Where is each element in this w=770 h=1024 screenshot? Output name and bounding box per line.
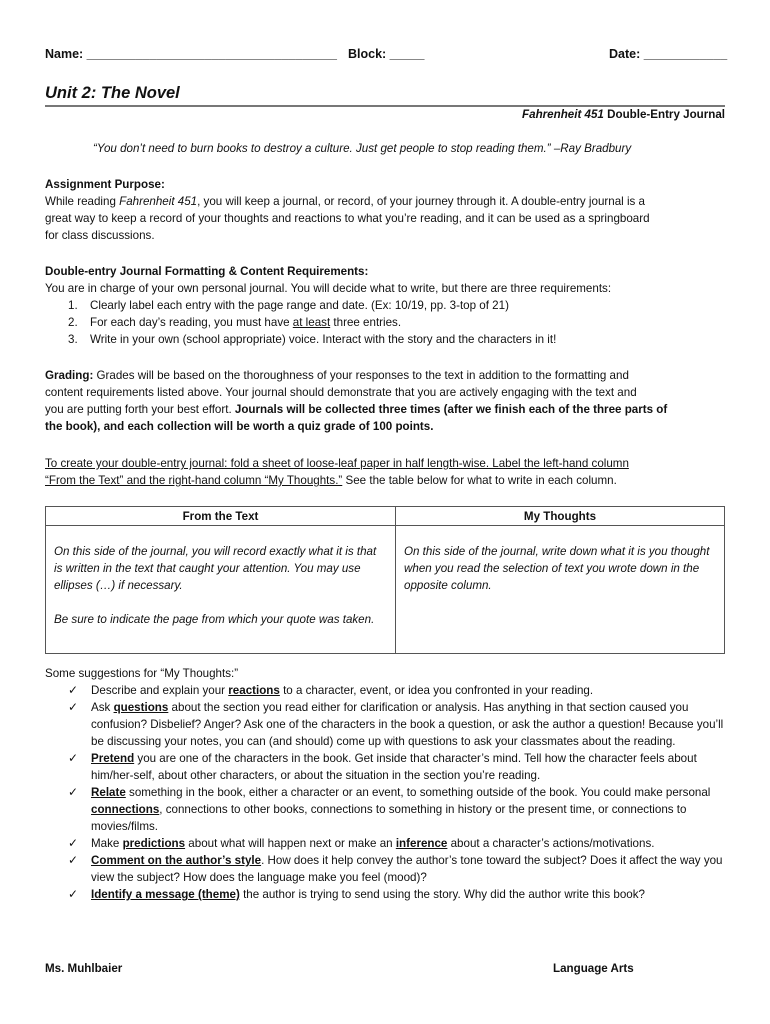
grading-collection-note: Journals will be collected three times (after we finish each of the three parts of	[234, 403, 668, 416]
requirements-list	[45, 297, 730, 348]
suggestions-heading: Some suggestions for “My Thoughts:”	[45, 667, 239, 680]
suggestions-list	[45, 682, 725, 903]
instructions-section	[45, 455, 730, 489]
suggestion-text: the author is trying to send using the story. Why did the author write this book?	[239, 888, 645, 901]
name-field-label: Name: ____________________________________	[45, 47, 337, 61]
requirement-item	[45, 331, 730, 348]
suggestion-text: about a character’s actions/motivations.	[447, 837, 655, 850]
suggestion-keyword: connections	[91, 803, 160, 816]
subtitle-book: Fahrenheit 451	[522, 108, 604, 121]
checkmark-icon: ✓	[68, 887, 79, 901]
suggestion-keyword: Relate	[91, 786, 126, 799]
suggestion-text: something in the book, either a character or an event, to something outside of the book. You could make personal	[125, 786, 711, 799]
subtitle-rest: Double-Entry Journal	[603, 108, 725, 121]
requirement-number: 2.	[68, 316, 78, 329]
suggestion-keyword: reactions	[228, 684, 280, 697]
purpose-line-1	[45, 193, 730, 210]
instructions-line-2	[45, 472, 730, 489]
suggestion-keyword: Identify a message (theme)	[91, 888, 240, 901]
list-item	[45, 750, 725, 784]
title-divider	[45, 105, 725, 107]
table-header-from-text: From the Text	[46, 507, 396, 526]
footer-teacher: Ms. Muhlbaier	[45, 962, 123, 975]
suggestion-keyword: predictions	[122, 837, 186, 850]
grading-section	[45, 367, 730, 435]
checkmark-icon: ✓	[68, 700, 79, 714]
page-title: Unit 2: The Novel	[45, 84, 180, 102]
list-item	[45, 852, 725, 886]
grading-label: Grading:	[45, 369, 94, 382]
grading-text: you are putting forth your best effort.	[45, 403, 235, 416]
from-text-page-note: Be sure to indicate the page from which your quote was taken.	[54, 613, 375, 626]
list-item	[45, 699, 725, 750]
grading-line-1	[45, 367, 730, 384]
purpose-line-3: for class discussions.	[45, 229, 155, 242]
from-text-cell	[46, 526, 396, 654]
footer-subject: Language Arts	[553, 962, 634, 975]
suggestion-text: about what will happen next or make an	[185, 837, 396, 850]
checkmark-icon: ✓	[68, 683, 79, 697]
suggestion-text: , connections to other books, connections to something in history or the present time, or connections to movies/films.	[91, 803, 687, 833]
requirement-text: For each day’s reading, you must have	[90, 316, 293, 329]
table-header-row	[46, 507, 725, 526]
from-text-instruction: On this side of the journal, you will record exactly what it is that is written in the text that caught your attention. You may use ellipses (…) if necessary.	[54, 545, 377, 592]
suggestion-text: Describe and explain your	[91, 684, 229, 697]
requirement-text: Clearly label each entry with the page range and date. (Ex: 10/19, pp. 3-top of 21)	[90, 299, 509, 312]
requirement-text: Write in your own (school appropriate) voice. Interact with the story and the characters in it!	[90, 333, 557, 346]
purpose-heading: Assignment Purpose:	[45, 178, 165, 191]
list-item	[45, 835, 725, 852]
suggestion-text: Make	[91, 837, 123, 850]
suggestion-keyword: inference	[395, 837, 448, 850]
grading-line-3	[45, 401, 730, 418]
requirement-text: three entries.	[330, 316, 402, 329]
list-item	[45, 682, 725, 699]
suggestion-text: about the section you read either for clarification or analysis. Has anything in that section caused you confusion? Disbelief? Anger? Ask one of the characters in the book a question, or ask the author a question! Because you’ll be discussing your notes, you can (and should) come up with questions to ask your classmates about the reading.	[91, 701, 724, 748]
requirements-heading: Double-entry Journal Formatting & Content Requirements:	[45, 265, 369, 278]
document-subtitle	[522, 108, 725, 121]
requirements-section	[45, 263, 730, 348]
instructions-text: See the table below for what to write in each column.	[342, 474, 617, 487]
suggestion-text: to a character, event, or idea you confronted in your reading.	[279, 684, 594, 697]
purpose-text-a: While reading	[45, 195, 120, 208]
double-entry-table	[45, 506, 725, 654]
suggestion-keyword: Comment on the author’s style	[91, 854, 262, 867]
suggestion-text: Ask	[91, 701, 114, 714]
bradbury-quote: “You don’t need to burn books to destroy a culture. Just get people to stop reading them.” –Ray Bradbury	[93, 142, 632, 155]
checkmark-icon: ✓	[68, 751, 79, 765]
table-row	[46, 526, 725, 654]
suggestions-section	[45, 665, 725, 903]
my-thoughts-instruction: On this side of the journal, write down what it is you thought when you read the selection of text you wrote down in the opposite column.	[404, 545, 710, 592]
checkmark-icon: ✓	[68, 785, 79, 799]
grading-line-4: the book), and each collection will be worth a quiz grade of 100 points.	[45, 420, 434, 433]
requirements-intro: You are in charge of your own personal journal. You will decide what to write, but there are three requirements:	[45, 282, 612, 295]
list-item	[45, 784, 725, 835]
checkmark-icon: ✓	[68, 836, 79, 850]
suggestion-keyword: questions	[113, 701, 169, 714]
purpose-section	[45, 176, 730, 244]
purpose-text-b: , you will keep a journal, or record, of your journey through it. A double-entry journal is a	[197, 195, 646, 208]
suggestion-text: you are one of the characters in the book. Get inside that character’s mind. Tell how the character feels about him/her-self, about other characters, or about the situation in the section you’re reading.	[91, 752, 697, 782]
checkmark-icon: ✓	[68, 853, 79, 867]
requirement-number: 3.	[68, 333, 78, 346]
requirement-number: 1.	[68, 299, 78, 312]
purpose-book-title: Fahrenheit 451	[119, 195, 198, 208]
suggestion-keyword: Pretend	[91, 752, 135, 765]
instructions-underlined: “From the Text” and the right-hand column “My Thoughts.”	[45, 474, 343, 487]
grading-line-2: content requirements listed above. Your journal should demonstrate that you are actively engaging with the text and	[45, 386, 637, 399]
requirement-item	[45, 297, 730, 314]
block-field-label: Block: _____	[348, 47, 425, 61]
purpose-line-2: great way to keep a record of your thoughts and reactions to what you’re reading, and it can be used as a springboard	[45, 212, 650, 225]
requirement-emphasis: at least	[292, 316, 331, 329]
my-thoughts-cell	[396, 526, 725, 654]
date-field-label: Date: ____________	[609, 47, 728, 61]
list-item	[45, 886, 725, 903]
requirement-item	[45, 314, 730, 331]
instructions-line-1: To create your double-entry journal: fold a sheet of loose-leaf paper in half length-wise. Label the left-hand column	[45, 457, 629, 470]
grading-text: Grades will be based on the thoroughness of your responses to the text in addition to the formatting and	[93, 369, 629, 382]
table-header-my-thoughts: My Thoughts	[396, 507, 725, 526]
suggestion-text: . How does it help convey the author’s tone toward the subject? Does it affect the way you view the subject? How does the language make you feel (mood)?	[91, 854, 723, 884]
